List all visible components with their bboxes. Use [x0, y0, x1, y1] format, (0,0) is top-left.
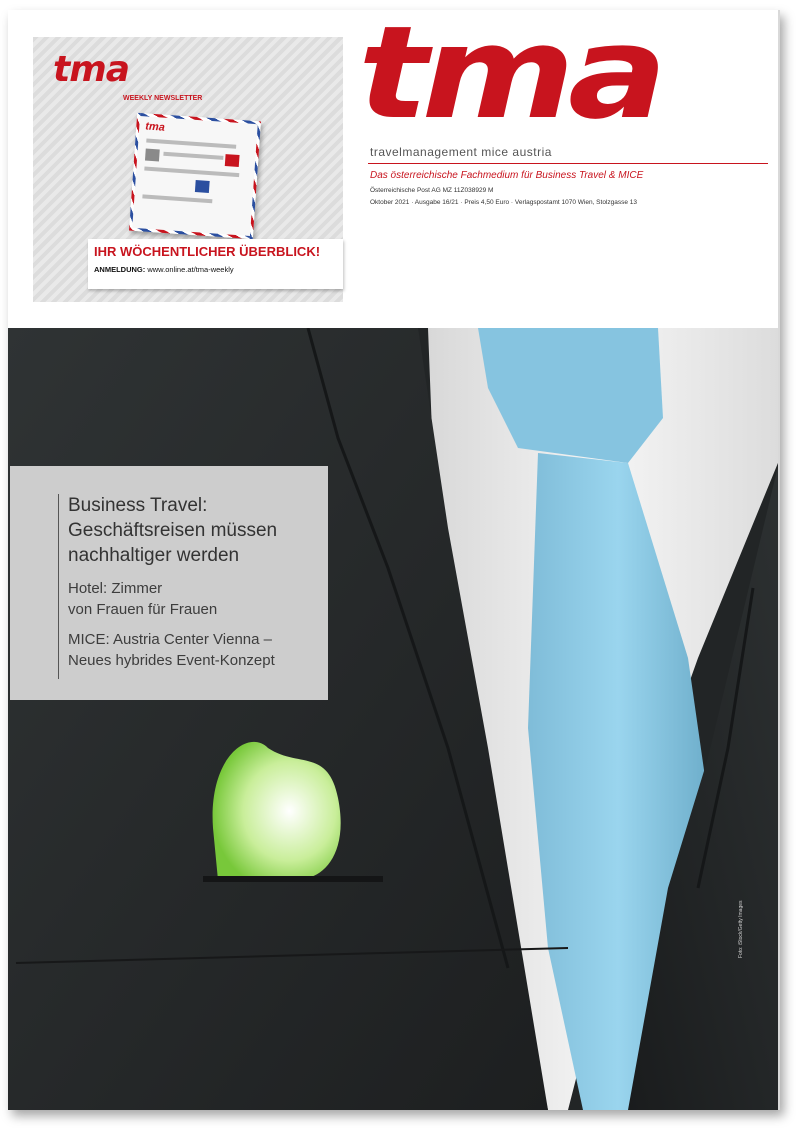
ad-signup-url[interactable]: www.online.at/tma-weekly — [147, 265, 234, 274]
masthead-rule — [368, 163, 768, 164]
envelope-line — [163, 152, 223, 160]
envelope-image — [129, 113, 261, 239]
masthead-tagline: travelmanagement mice austria — [370, 145, 552, 159]
suit-illustration — [8, 328, 780, 1110]
envelope-line — [142, 194, 212, 203]
magazine-cover — [8, 10, 780, 1110]
photo-credit: Foto: iStock/Getty Images — [738, 900, 744, 958]
masthead-postal-line: Österreichische Post AG MZ 11Z038929 M — [370, 187, 494, 194]
cover-header — [8, 10, 780, 328]
masthead-claim: Das österreichische Fachmedium für Business Travel & MICE — [370, 170, 644, 181]
newsletter-ad[interactable] — [33, 37, 343, 302]
ad-banner — [88, 239, 343, 289]
ad-subtitle: WEEKLY NEWSLETTER — [123, 95, 203, 102]
teaser-box — [10, 466, 328, 700]
envelope-thumb — [145, 149, 160, 162]
envelope-thumb — [195, 180, 210, 193]
envelope-thumb — [225, 154, 240, 167]
teaser-hotel: Hotel: Zimmer von Frauen für Frauen — [68, 580, 218, 618]
ad-headline: IHR WÖCHENTLICHER ÜBERBLICK! — [94, 244, 321, 259]
envelope-line — [144, 166, 239, 177]
ad-signup — [94, 265, 234, 274]
teaser-mice: MICE: Austria Center Vienna – Neues hybrides Event-Konzept — [68, 631, 275, 669]
envelope-line — [146, 139, 236, 149]
ad-logo: tma — [53, 49, 130, 90]
masthead-issue-line: Oktober 2021 · Ausgabe 16/21 · Preis 4,50 Euro · Verlagspostamt 1070 Wien, Stolzgasse 13 — [370, 199, 638, 206]
page-edge — [778, 10, 780, 1110]
envelope-logo: tma — [144, 120, 166, 134]
breast-pocket-seam — [203, 876, 383, 882]
ad-signup-label: ANMELDUNG: — [94, 265, 146, 274]
cover-photo — [8, 328, 780, 1110]
teaser-divider — [58, 494, 59, 679]
masthead-logo: tma — [358, 10, 661, 148]
teaser-headline: Business Travel: Geschäftsreisen müssen nachhaltiger werden — [68, 495, 278, 566]
